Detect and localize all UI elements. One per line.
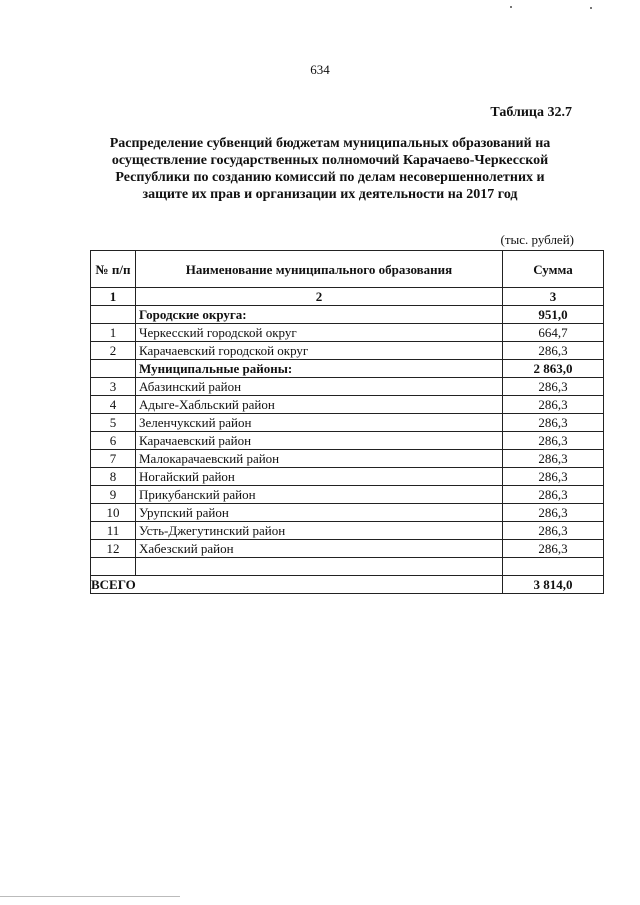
table-row <box>91 378 604 396</box>
total-row <box>91 576 604 594</box>
table-row <box>91 324 604 342</box>
empty-cell <box>136 558 503 576</box>
units-label: (тыс. рублей) <box>500 232 574 247</box>
section-row <box>91 306 604 324</box>
amount: 286,3 <box>503 504 604 522</box>
subvention-table <box>90 250 604 594</box>
table-row <box>91 414 604 432</box>
table-row <box>91 540 604 558</box>
row-number: 12 <box>91 540 136 558</box>
municipality-name: Черкесский городской округ <box>136 324 503 342</box>
municipality-name: Малокарачаевский район <box>136 450 503 468</box>
table-id: Таблица 32.7 <box>490 105 572 120</box>
empty-cell <box>503 558 604 576</box>
section-row <box>91 360 604 378</box>
row-number: 5 <box>91 414 136 432</box>
section-label: Муниципальные районы: <box>136 360 503 378</box>
table-row <box>91 522 604 540</box>
table-body <box>91 288 604 594</box>
row-number: 7 <box>91 450 136 468</box>
row-number: 10 <box>91 504 136 522</box>
row-number: 8 <box>91 468 136 486</box>
amount: 286,3 <box>503 432 604 450</box>
amount: 286,3 <box>503 540 604 558</box>
municipality-name: Усть-Джегутинский район <box>136 522 503 540</box>
table-row <box>91 342 604 360</box>
section-subtotal: 2 863,0 <box>503 360 604 378</box>
table-row <box>91 468 604 486</box>
municipality-name: Зеленчукский район <box>136 414 503 432</box>
row-number-cell <box>91 360 136 378</box>
row-number: 4 <box>91 396 136 414</box>
column-number: 3 <box>503 288 604 306</box>
municipality-name: Хабезский район <box>136 540 503 558</box>
amount: 286,3 <box>503 342 604 360</box>
page-number: 634 <box>310 62 330 77</box>
municipality-name: Абазинский район <box>136 378 503 396</box>
empty-row <box>91 558 604 576</box>
amount: 286,3 <box>503 468 604 486</box>
row-number: 11 <box>91 522 136 540</box>
row-number: 3 <box>91 378 136 396</box>
row-number: 1 <box>91 324 136 342</box>
scan-edge-line <box>0 896 180 897</box>
municipality-name: Прикубанский район <box>136 486 503 504</box>
municipality-name: Карачаевский район <box>136 432 503 450</box>
table-row <box>91 450 604 468</box>
row-number: 6 <box>91 432 136 450</box>
header-row <box>91 251 604 288</box>
row-number: 2 <box>91 342 136 360</box>
empty-cell <box>91 558 136 576</box>
section-subtotal: 951,0 <box>503 306 604 324</box>
municipality-name: Ногайский район <box>136 468 503 486</box>
header-num: № п/п <box>91 251 136 288</box>
table-row <box>91 504 604 522</box>
table-row <box>91 432 604 450</box>
amount: 286,3 <box>503 486 604 504</box>
table-row <box>91 396 604 414</box>
total-label: ВСЕГО <box>91 576 503 594</box>
scan-speck <box>510 6 512 8</box>
table-row <box>91 486 604 504</box>
header-name: Наименование муниципального образования <box>136 251 503 288</box>
column-number: 1 <box>91 288 136 306</box>
municipality-name: Карачаевский городской округ <box>136 342 503 360</box>
amount: 286,3 <box>503 378 604 396</box>
municipality-name: Адыге-Хабльский район <box>136 396 503 414</box>
row-number-cell <box>91 306 136 324</box>
column-number: 2 <box>136 288 503 306</box>
document-title: Распределение субвенций бюджетам муниципальных образований на осуществление государственных полномочий Карачаево-Черкесской Республики по созданию комиссий по делам несовершеннолетних и защите их прав и организации их деятельности на 2017 год <box>109 136 551 202</box>
scan-speck <box>590 7 592 9</box>
header-sum: Сумма <box>503 251 604 288</box>
municipality-name: Урупский район <box>136 504 503 522</box>
amount: 286,3 <box>503 522 604 540</box>
amount: 286,3 <box>503 396 604 414</box>
amount: 286,3 <box>503 414 604 432</box>
total-amount: 3 814,0 <box>503 576 604 594</box>
section-label: Городские округа: <box>136 306 503 324</box>
row-number: 9 <box>91 486 136 504</box>
column-number-row <box>91 288 604 306</box>
amount: 286,3 <box>503 450 604 468</box>
amount: 664,7 <box>503 324 604 342</box>
